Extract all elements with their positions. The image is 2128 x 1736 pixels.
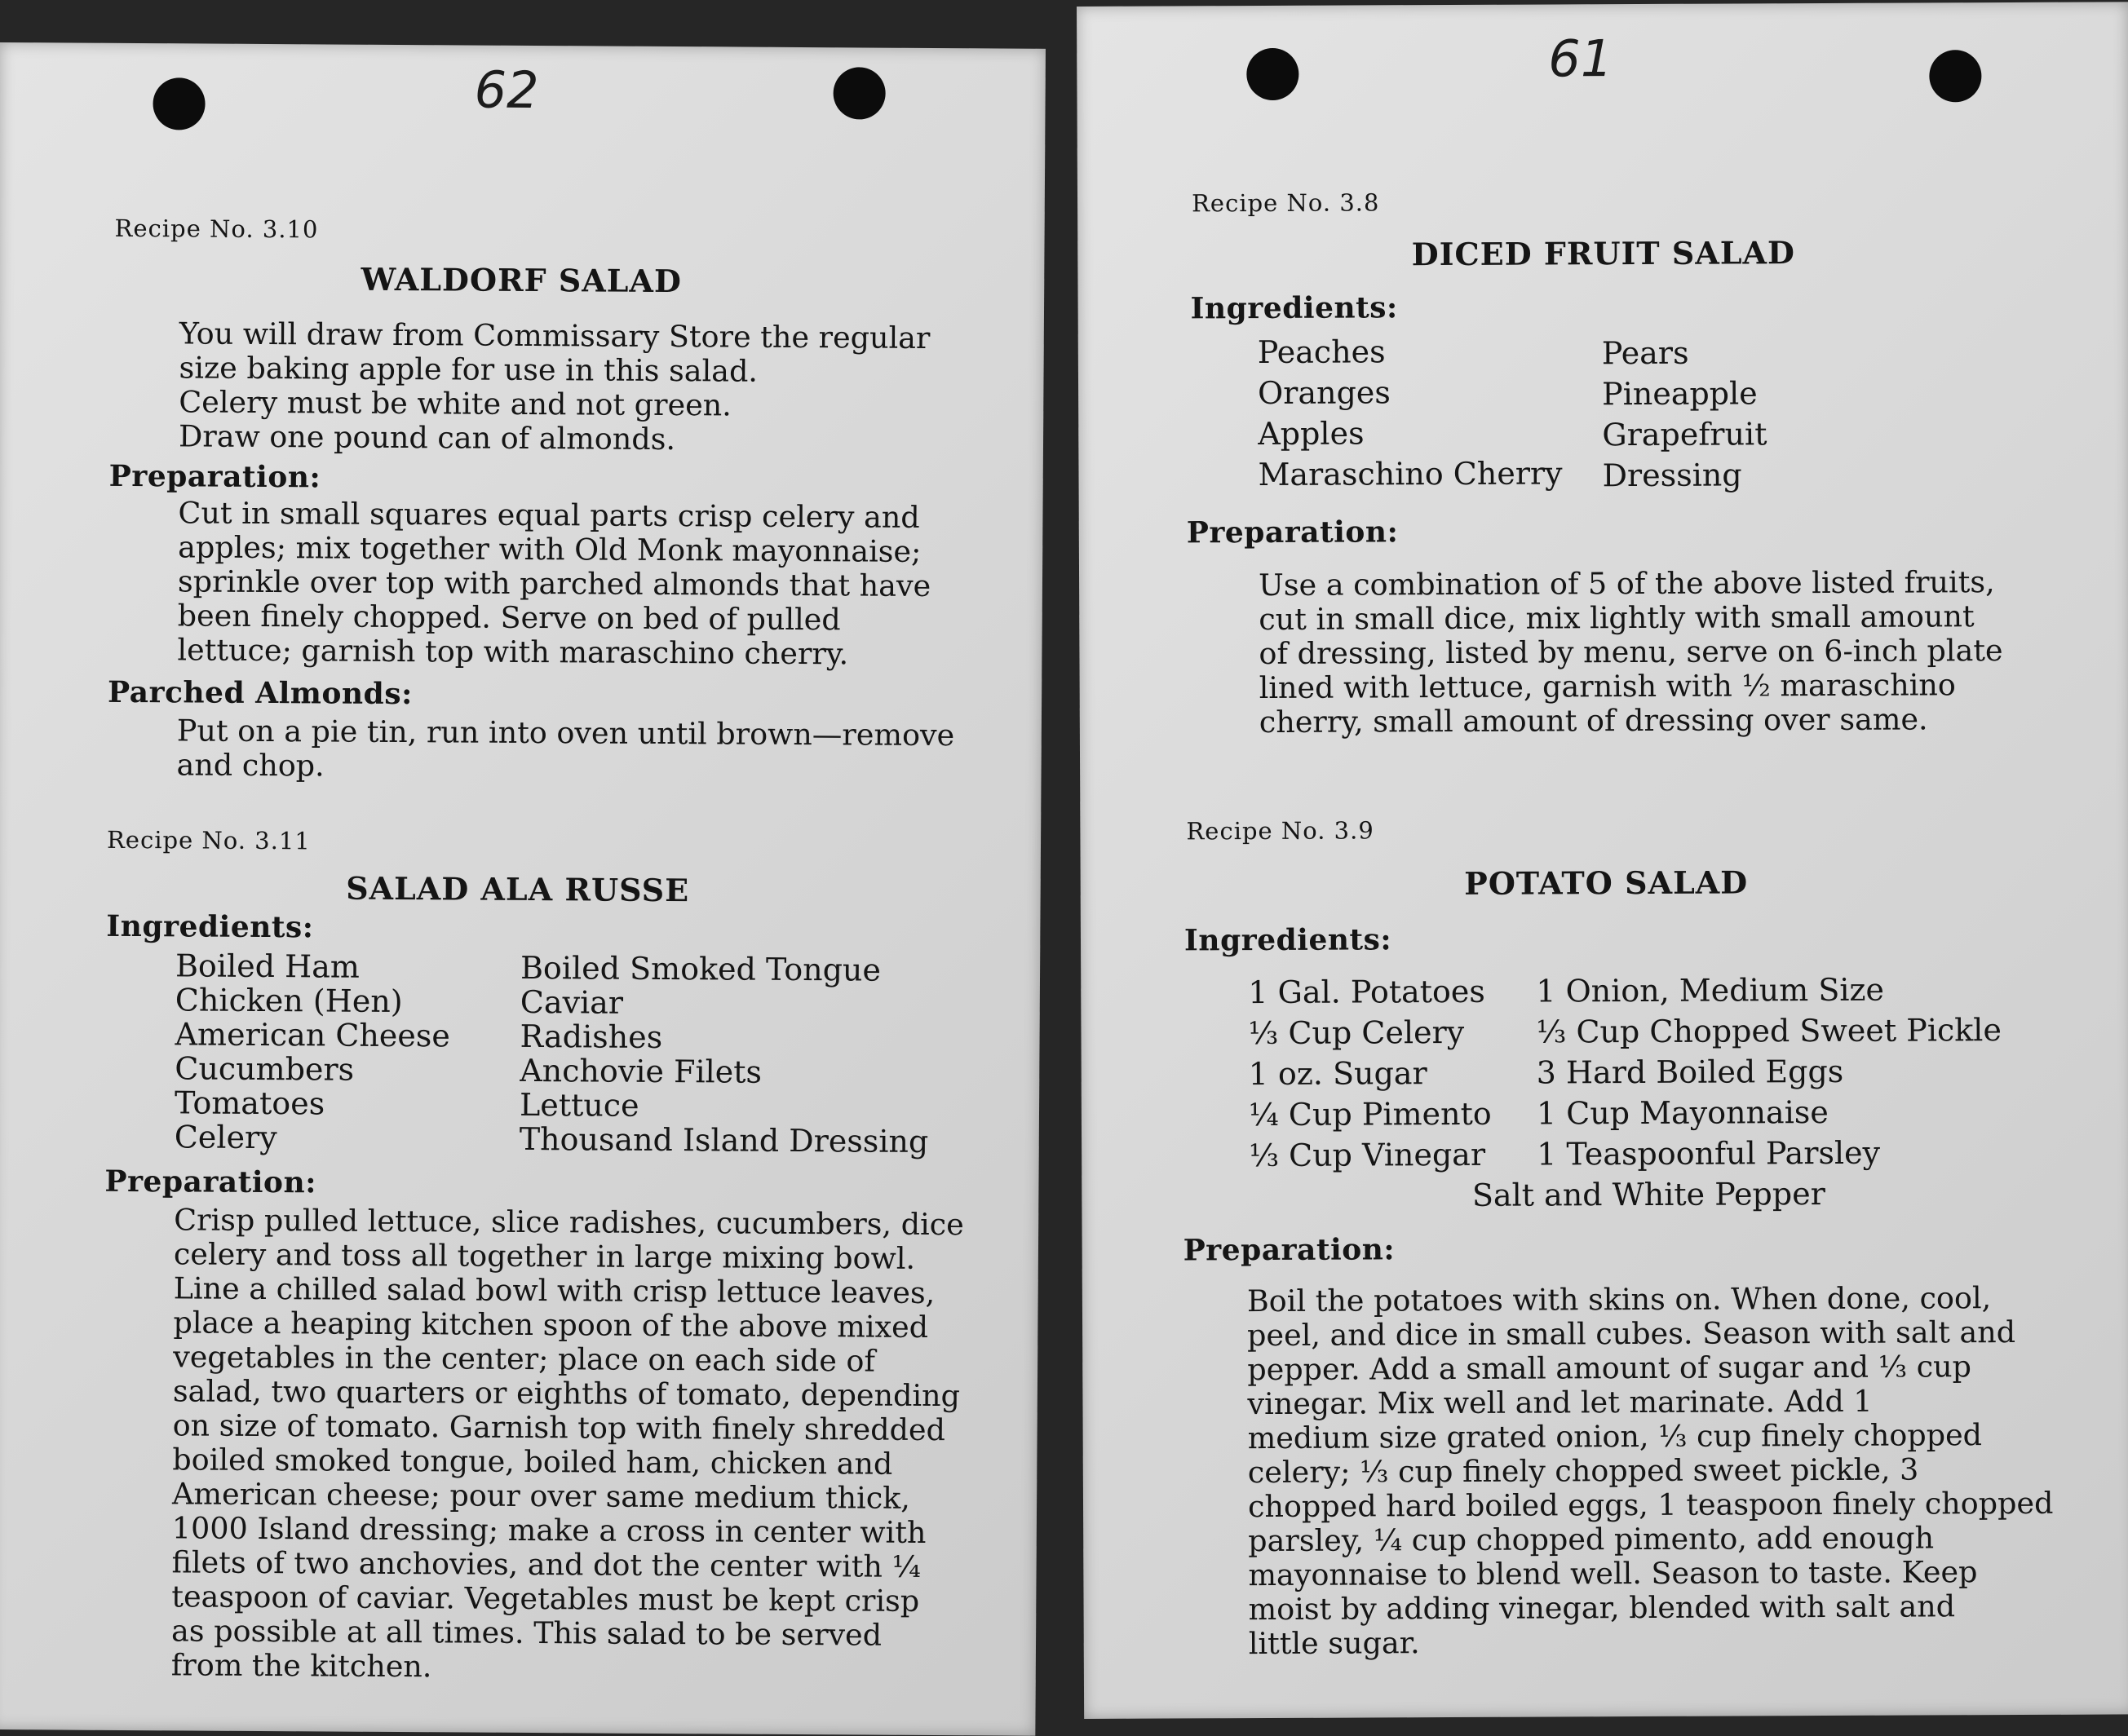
page-number: 61	[1548, 29, 1613, 89]
list-item: Chicken (Hen)	[175, 982, 403, 1020]
list-item: Boiled Smoked Tongue	[520, 949, 882, 988]
punch-hole-left	[1246, 48, 1298, 100]
preparation-heading: Preparation:	[104, 1164, 317, 1200]
list-item: Pineapple	[1601, 375, 1758, 413]
punch-hole-left	[153, 77, 205, 130]
list-item: ¼ Cup Pimento	[1248, 1095, 1492, 1133]
parched-almonds-heading: Parched Almonds:	[108, 674, 413, 712]
list-item: ⅓ Cup Celery	[1248, 1014, 1465, 1052]
list-item: American Cheese	[175, 1016, 450, 1054]
list-item: Apples	[1258, 415, 1365, 453]
preparation-text: Use a combination of 5 of the above listed fruits, cut in small dice, mix lightly with small amount of dressing, listed by menu, serve on 6-inch plate lined with lettuce, garnish with ½ maraschino cherry, small amount of dressing over same.	[1259, 564, 2003, 740]
preparation-heading: Preparation:	[1183, 1232, 1396, 1268]
right-recipe-card	[1077, 2, 2128, 1719]
page-number: 62	[474, 60, 539, 121]
ingredients-list-right	[1536, 969, 2002, 1174]
parched-almonds-text: Put on a pie tin, run into oven until brown—remove and chop.	[176, 713, 955, 784]
list-item: Anchovie Filets	[520, 1052, 763, 1090]
punch-hole-right	[1929, 50, 1981, 102]
list-item: Thousand Island Dressing	[519, 1120, 929, 1160]
list-item: Peaches	[1257, 334, 1386, 371]
recipe-title: WALDORF SALAD	[361, 260, 683, 300]
list-item: 1 Onion, Medium Size	[1536, 971, 1885, 1009]
list-item: 1 Cup Mayonnaise	[1536, 1093, 1829, 1132]
list-item: Radishes	[520, 1018, 663, 1055]
recipe-number: Recipe No. 3.11	[106, 825, 311, 855]
list-item: Dressing	[1602, 457, 1742, 494]
ingredients-heading: Ingredients:	[1190, 290, 1398, 326]
recipe-number: Recipe No. 3.9	[1186, 816, 1374, 846]
recipe-title: DICED FRUIT SALAD	[1411, 234, 1796, 273]
list-item: Maraschino Cherry	[1258, 455, 1563, 493]
recipe-title: POTATO SALAD	[1464, 864, 1749, 902]
list-item: Boiled Ham	[175, 948, 361, 985]
list-item: Cucumbers	[175, 1050, 355, 1088]
punch-hole-right	[833, 67, 885, 119]
recipe-number: Recipe No. 3.8	[1191, 188, 1380, 218]
left-recipe-card	[0, 42, 1046, 1736]
preparation-heading: Preparation:	[1186, 515, 1399, 550]
recipe-number: Recipe No. 3.10	[114, 214, 319, 244]
list-item: Caviar	[520, 983, 624, 1021]
preparation-text: Crisp pulled lettuce, slice radishes, cucumbers, dice celery and toss all together in large mixing bowl. Line a chilled salad bowl with crisp lettuce leaves, place a heaping kitchen spoon of the above mixed vegetables in the center; place on each side of salad, two quarters or eighths of tomato, depending on size of tomato. Garnish top with finely shredded boiled smoked tongue, boiled ham, chicken and American cheese; pour over same medium thick, 1000 Island dressing; make a cross in center with filets of two anchovies, and dot the center with ¼ teaspoon of caviar. Vegetables must be kept crisp as possible at all times. This salad to be served from the kitchen.	[170, 1202, 964, 1685]
list-item: 1 oz. Sugar	[1248, 1055, 1427, 1093]
ingredients-list-left	[175, 948, 451, 1155]
list-item: Lettuce	[519, 1086, 639, 1124]
ingredients-footer: Salt and White Pepper	[1471, 1176, 1825, 1213]
preparation-heading: Preparation:	[108, 458, 321, 495]
list-item: ⅓ Cup Chopped Sweet Pickle	[1536, 1012, 2002, 1050]
ingredients-heading: Ingredients:	[106, 908, 314, 945]
list-item: Grapefruit	[1602, 416, 1767, 453]
list-item: 3 Hard Boiled Eggs	[1536, 1053, 1844, 1091]
list-item: 1 Teaspoonful Parsley	[1537, 1134, 1881, 1173]
ingredients-list-right	[520, 951, 930, 1159]
preparation-text: Boil the potatoes with skins on. When done, cool, peel, and dice in small cubes. Season with salt and pepper. Add a small amount of sugar and ⅓ cup vinegar. Mix well and let marinate. Add 1 medium size grated onion, ⅓ cup finely chopped celery; ⅓ cup finely chopped sweet pickle, 3 chopped hard boiled eggs, 1 teaspoon finely chopped parsley, ¼ cup chopped pimento, add enough mayonnaise to blend well. Season to taste. Keep moist by adding vinegar, blended with salt and little sugar.	[1246, 1280, 2054, 1662]
list-item: Celery	[174, 1119, 277, 1156]
ingredients-heading: Ingredients:	[1183, 922, 1392, 958]
list-item: 1 Gal. Potatoes	[1248, 973, 1485, 1011]
ingredients-list-right	[1602, 332, 1767, 496]
ingredients-list-left	[1258, 330, 1563, 495]
list-item: Oranges	[1257, 374, 1391, 412]
recipe-intro: You will draw from Commissary Store the regular size baking apple for use in this salad. Celery must be white and not green. Draw one pound can of almonds.	[178, 316, 931, 457]
list-item: Pears	[1601, 334, 1689, 372]
ingredients-list-left	[1248, 971, 1492, 1176]
list-item: ⅓ Cup Vinegar	[1249, 1136, 1486, 1174]
recipe-title: SALAD ALA RUSSE	[346, 869, 690, 909]
preparation-text: Cut in small squares equal parts crisp celery and apples; mix together with Old Monk mayonnaise; sprinkle over top with parched almonds that have been finely chopped. Serve on bed of pulled lettuce; garnish top with maraschino cherry.	[177, 495, 931, 672]
list-item: Tomatoes	[174, 1084, 325, 1122]
